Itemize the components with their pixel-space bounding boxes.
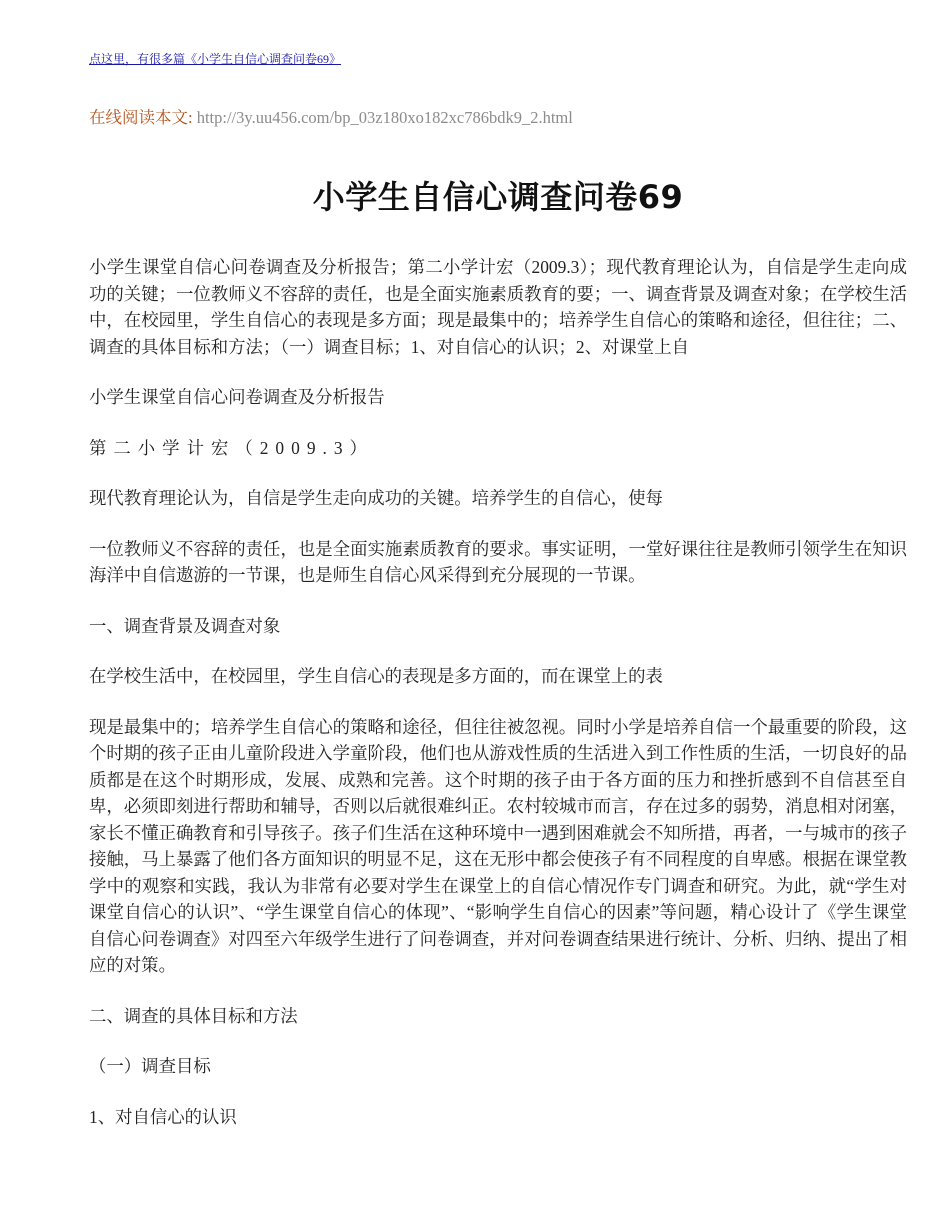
list-item: 1、对自信心的认识 [89,1106,237,1127]
body-paragraph: 在学校生活中，在校园里，学生自信心的表现是多方面的，而在课堂上的表 [89,666,663,686]
online-read-url[interactable]: http://3y.uu456.com/bp_03z180xo182xc786bdk9_2.html [196,108,573,127]
report-title-paragraph: 小学生课堂自信心问卷调查及分析报告 [89,387,385,407]
online-read-line [89,104,573,128]
section-heading: 一、调查背景及调查对象 [89,615,281,636]
body-paragraph: 一位教师义不容辞的责任，也是全面实施素质教育的要求。事实证明，一堂好课往往是教师引领学生在知识海洋中自信遨游的一节课，也是师生自信心风采得到充分展现的一节课。 [89,538,907,585]
section-heading: 二、调查的具体目标和方法 [89,1005,298,1026]
body-paragraph: 现代教育理论认为，自信是学生走向成功的关键。培养学生的自信心，使每 [89,488,663,508]
document-title: 小学生自信心调查问卷69 [312,178,684,216]
document-body [89,254,907,1154]
author-paragraph: 第二小学计宏（2009.3） [89,437,374,458]
subsection-heading: （一）调查目标 [89,1056,211,1076]
abstract-paragraph: 小学生课堂自信心问卷调查及分析报告；第二小学计宏（2009.3）；现代教育理论认为，自信是学生走向成功的关键；一位教师义不容辞的责任，也是全面实施素质教育的要；一、调查背景及调查对象；在学校生活中，在校园里，学生自信心的表现是多方面；现是最集中的；培养学生自信心的策略和途径，但往往；二、调查的具体目标和方法；（一）调查目标；1、对自信心的认识；2、对课堂上自 [89,257,907,357]
online-read-label: 在线阅读本文: [89,108,193,127]
body-paragraph: 现是最集中的；培养学生自信心的策略和途径，但往往被忽视。同时小学是培养自信一个最重要的阶段，这个时期的孩子正由儿童阶段进入学童阶段，他们也从游戏性质的生活进入到工作性质的生活，一切良好的品质都是在这个时期形成，发展、成熟和完善。这个时期的孩子由于各方面的压力和挫折感到不自信甚至自卑，必须即刻进行帮助和辅导，否则以后就很难纠正。农村较城市而言，存在过多的弱势，消息相对闭塞，家长不懂正确教育和引导孩子。孩子们生活在这种环境中一遇到困难就会不知所措，再者，一与城市的孩子接触，马上暴露了他们各方面知识的明显不足，这在无形中都会使孩子有不同程度的自卑感。根据在课堂教学中的观察和实践，我认为非常有必要对学生在课堂上的自信心情况作专门调查和研究。为此，就“学生对课堂自信心的认识”、“学生课堂自信心的体现”、“影响学生自信心的因素”等问题，精心设计了《学生课堂自信心问卷调查》对四至六年级学生进行了问卷调查，并对问卷调查结果进行统计、分析、归纳、提出了相应的对策。 [89,716,907,975]
related-docs-link[interactable]: 点这里，有很多篇《小学生自信心调查问卷69》 [89,52,342,66]
